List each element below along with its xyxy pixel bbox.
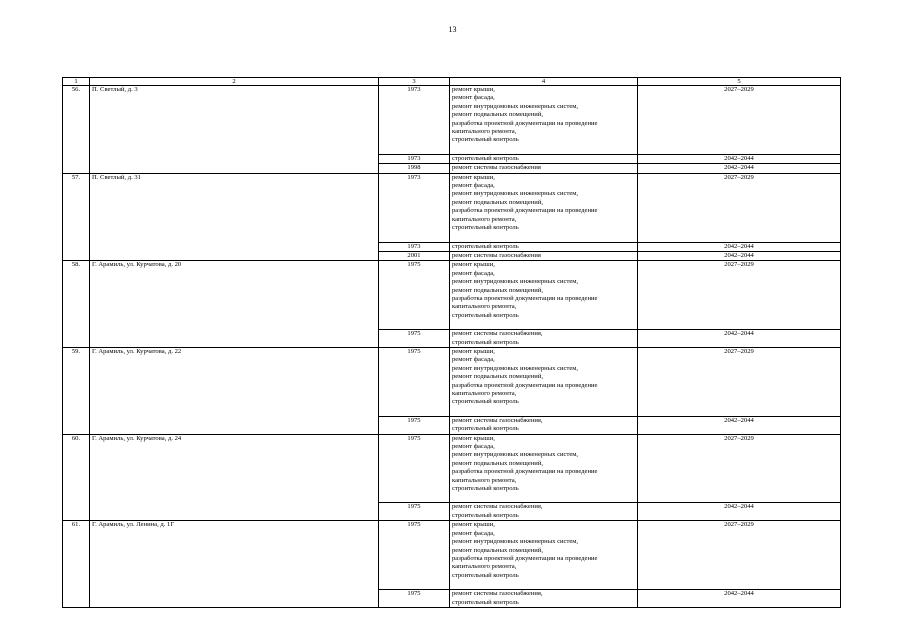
work-item: ремонт системы газоснабжения, — [452, 590, 543, 598]
work-item: ремонт фасада, — [452, 94, 495, 102]
work-item: строительный контроль — [452, 338, 519, 346]
column-number: 5 — [638, 78, 841, 86]
work-item: ремонт внутридомовых инженерных систем, — [452, 538, 579, 546]
row-number: 60. — [63, 434, 90, 521]
works-list — [450, 261, 638, 330]
work-item: ремонт внутридомовых инженерных систем, — [452, 364, 579, 372]
work-item: строительный контроль — [452, 242, 519, 250]
work-item: ремонт фасада, — [452, 356, 495, 364]
work-item: ремонт внутридомовых инженерных систем, — [452, 190, 579, 198]
work-item: разработка проектной документации на проведение — [452, 294, 598, 302]
work-item: капитального ремонта, — [452, 476, 517, 484]
work-item: строительный контроль — [452, 511, 519, 519]
work-item: капитального ремонта, — [452, 563, 517, 571]
works-list — [450, 154, 638, 163]
commission-year: 1975 — [379, 330, 450, 348]
commission-year: 1973 — [379, 154, 450, 163]
work-item: разработка проектной документации на проведение — [452, 381, 598, 389]
works-list — [450, 503, 638, 521]
work-item: ремонт внутридомовых инженерных систем, — [452, 278, 579, 286]
row-number: 61. — [63, 521, 90, 608]
table-row — [63, 86, 841, 155]
work-item: строительный контроль — [452, 224, 519, 232]
planned-period: 2042–2044 — [638, 242, 841, 251]
work-item: ремонт крыши, — [452, 261, 495, 269]
table-row — [63, 173, 841, 242]
planned-period: 2027–2029 — [638, 261, 841, 330]
column-number-row — [63, 78, 841, 86]
work-item: строительный контроль — [452, 571, 519, 579]
work-item: ремонт системы газоснабжения, — [452, 503, 543, 511]
work-item: ремонт крыши, — [452, 173, 495, 181]
work-item: строительный контроль — [452, 425, 519, 433]
row-number: 58. — [63, 261, 90, 348]
commission-year: 1973 — [379, 173, 450, 242]
work-item: ремонт крыши, — [452, 86, 495, 93]
column-number: 2 — [90, 78, 379, 86]
planned-period: 2042–2044 — [638, 154, 841, 163]
building-address: Г. Арамиль, ул. Курчатова, д. 24 — [90, 434, 379, 521]
work-item: ремонт фасада, — [452, 182, 495, 190]
works-table-body — [63, 78, 841, 608]
works-list — [450, 164, 638, 173]
table-row — [63, 521, 841, 590]
works-list — [450, 590, 638, 608]
column-number: 1 — [63, 78, 90, 86]
work-item: ремонт фасада, — [452, 529, 495, 537]
planned-period: 2042–2044 — [638, 251, 841, 260]
work-item: ремонт фасада, — [452, 443, 495, 451]
commission-year: 1975 — [379, 434, 450, 503]
works-list — [450, 251, 638, 260]
planned-period: 2027–2029 — [638, 86, 841, 155]
work-item: ремонт системы газоснабжения, — [452, 416, 543, 424]
work-item: разработка проектной документации на проведение — [452, 119, 598, 127]
commission-year: 1998 — [379, 164, 450, 173]
work-item: ремонт подвальных помещений, — [452, 459, 543, 467]
building-address: П. Светлый, д. 3 — [90, 86, 379, 174]
column-number: 3 — [379, 78, 450, 86]
work-item: ремонт крыши, — [452, 347, 495, 355]
work-item: ремонт подвальных помещений, — [452, 111, 543, 119]
work-item: строительный контроль — [452, 598, 519, 606]
work-item: капитального ремонта, — [452, 128, 517, 136]
work-item: строительный контроль — [452, 485, 519, 493]
works-list — [450, 330, 638, 348]
work-item: разработка проектной документации на проведение — [452, 554, 598, 562]
table-row — [63, 261, 841, 330]
work-item: ремонт фасада, — [452, 269, 495, 277]
building-address: П. Светлый, д. 31 — [90, 173, 379, 261]
table-row — [63, 347, 841, 416]
work-item: разработка проектной документации на проведение — [452, 468, 598, 476]
work-item: капитального ремонта, — [452, 390, 517, 397]
works-list — [450, 86, 638, 155]
work-item: ремонт подвальных помещений, — [452, 198, 543, 206]
work-item: ремонт системы газоснабжения — [452, 251, 541, 259]
works-list — [450, 242, 638, 251]
commission-year: 1975 — [379, 261, 450, 330]
planned-period: 2027–2029 — [638, 434, 841, 503]
work-item: строительный контроль — [452, 154, 519, 162]
work-item: ремонт системы газоснабжения — [452, 164, 541, 172]
row-number: 56. — [63, 86, 90, 174]
planned-period: 2027–2029 — [638, 521, 841, 590]
commission-year: 1973 — [379, 242, 450, 251]
work-item: разработка проектной документации на проведение — [452, 207, 598, 215]
commission-year: 1975 — [379, 590, 450, 608]
work-item: ремонт крыши, — [452, 434, 495, 442]
planned-period: 2042–2044 — [638, 164, 841, 173]
work-item: ремонт системы газоснабжения, — [452, 330, 543, 338]
work-item: строительный контроль — [452, 311, 519, 319]
work-item: строительный контроль — [452, 136, 519, 144]
building-address: Г. Арамиль, ул. Курчатова, д. 22 — [90, 347, 379, 434]
planned-period: 2042–2044 — [638, 590, 841, 608]
commission-year: 1975 — [379, 347, 450, 416]
works-list — [450, 347, 638, 416]
works-list — [450, 521, 638, 590]
work-item: ремонт подвальных помещений, — [452, 546, 543, 554]
planned-period: 2042–2044 — [638, 503, 841, 521]
commission-year: 1973 — [379, 86, 450, 155]
works-table — [62, 77, 841, 608]
commission-year: 1975 — [379, 521, 450, 590]
works-list — [450, 434, 638, 503]
planned-period: 2027–2029 — [638, 173, 841, 242]
works-list — [450, 416, 638, 434]
work-item: ремонт внутридомовых инженерных систем, — [452, 451, 579, 459]
planned-period: 2027–2029 — [638, 347, 841, 416]
work-item: ремонт подвальных помещений, — [452, 373, 543, 381]
commission-year: 1975 — [379, 416, 450, 434]
building-address: Г. Арамиль, ул. Курчатова, д. 20 — [90, 261, 379, 348]
commission-year: 2001 — [379, 251, 450, 260]
work-item: ремонт подвальных помещений, — [452, 286, 543, 294]
page-number: 13 — [448, 25, 457, 34]
row-number: 59. — [63, 347, 90, 434]
work-item: ремонт внутридомовых инженерных систем, — [452, 102, 579, 110]
work-item: капитального ремонта, — [452, 215, 517, 223]
work-item: капитального ремонта, — [452, 303, 517, 311]
planned-period: 2042–2044 — [638, 330, 841, 348]
planned-period: 2042–2044 — [638, 416, 841, 434]
building-address: Г. Арамиль, ул. Ленина, д. 1Г — [90, 521, 379, 608]
row-number: 57. — [63, 173, 90, 261]
works-list — [450, 173, 638, 242]
commission-year: 1975 — [379, 503, 450, 521]
work-item: ремонт крыши, — [452, 521, 495, 529]
table-row — [63, 434, 841, 503]
work-item: строительный контроль — [452, 398, 519, 406]
column-number: 4 — [450, 78, 638, 86]
